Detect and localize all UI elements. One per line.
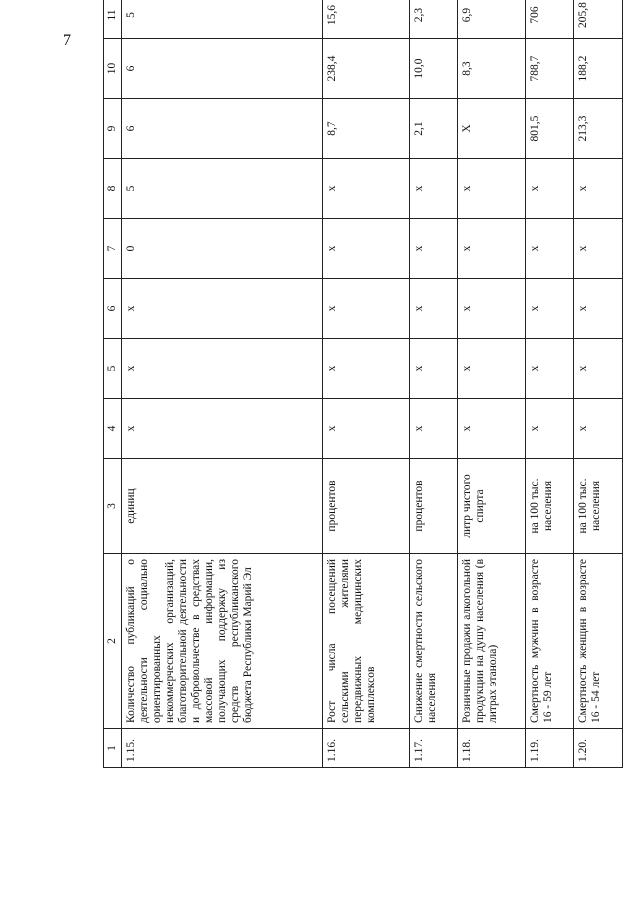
value-cell: 2,3 (409, 0, 457, 39)
indicator-name: Розничные продажи алкогольной продукции на душу населения (в литрах этанола) (458, 554, 526, 729)
value-cell: х (458, 399, 526, 459)
indicator-name: Смертность мужчин в возрасте 16 - 59 лет (526, 554, 574, 729)
row-number: 1.15. (122, 729, 323, 768)
row-number: 1.16. (323, 729, 410, 768)
value-cell: х (526, 279, 574, 339)
column-header: 5 (104, 339, 122, 399)
page-number: 7 (63, 32, 71, 49)
row-number: 1.19. (526, 729, 574, 768)
value-cell: х (526, 219, 574, 279)
header-row (104, 0, 122, 768)
column-header: 10 (104, 39, 122, 99)
value-cell: 706 (526, 0, 574, 39)
column-header: 11 (104, 0, 122, 39)
value-cell: 6 (122, 99, 323, 159)
indicator-name: Количество публикаций о деятельности социально ориентированных некоммерческих организаций, благотворительной деятельности и добровольчестве в средствах массовой информации, получающих поддержку из средств республиканского бюджета Республики Марий Эл (122, 554, 323, 729)
column-header: 1 (104, 729, 122, 768)
value-cell: 2,1 (409, 99, 457, 159)
value-cell: 8,3 (458, 39, 526, 99)
value-cell: х (574, 339, 623, 399)
value-cell: Х (458, 99, 526, 159)
value-cell: х (122, 399, 323, 459)
value-cell: х (409, 159, 457, 219)
value-cell: х (409, 399, 457, 459)
column-header: 3 (104, 459, 122, 554)
value-cell: х (409, 279, 457, 339)
value-cell: 10,0 (409, 39, 457, 99)
value-cell: х (323, 279, 410, 339)
table-row (122, 0, 323, 768)
table-row (323, 0, 410, 768)
value-cell: х (122, 339, 323, 399)
value-cell: 8,7 (323, 99, 410, 159)
value-cell: х (409, 339, 457, 399)
unit-cell: на 100 тыс. населения (574, 459, 623, 554)
value-cell: х (574, 279, 623, 339)
value-cell: 6 (122, 39, 323, 99)
value-cell: х (574, 219, 623, 279)
value-cell: 801,5 (526, 99, 574, 159)
column-header: 4 (104, 399, 122, 459)
value-cell: х (458, 159, 526, 219)
row-number: 1.20. (574, 729, 623, 768)
value-cell: 205,8 (574, 0, 623, 39)
unit-cell: литр чистого спирта (458, 459, 526, 554)
indicator-name: Рост числа посещений сельскими жителями передвижных медицинских комплексов (323, 554, 410, 729)
value-cell: х (574, 399, 623, 459)
value-cell: х (526, 339, 574, 399)
value-cell: х (122, 279, 323, 339)
value-cell: х (458, 339, 526, 399)
value-cell: х (323, 219, 410, 279)
value-cell: 188,2 (574, 39, 623, 99)
value-cell: 5 (122, 0, 323, 39)
column-header: 6 (104, 279, 122, 339)
rotated-table-container (103, 2, 623, 768)
row-number: 1.17. (409, 729, 457, 768)
indicator-name: Снижение смертности сельского населения (409, 554, 457, 729)
unit-cell: процентов (409, 459, 457, 554)
table-row (574, 0, 623, 768)
value-cell: х (574, 159, 623, 219)
unit-cell: единиц (122, 459, 323, 554)
column-header: 2 (104, 554, 122, 729)
table-row (409, 0, 457, 768)
value-cell: х (409, 219, 457, 279)
value-cell: 788,7 (526, 39, 574, 99)
value-cell: х (526, 159, 574, 219)
value-cell: х (458, 219, 526, 279)
column-header: 9 (104, 99, 122, 159)
value-cell: 5 (122, 159, 323, 219)
value-cell: 238,4 (323, 39, 410, 99)
table-row (458, 0, 526, 768)
value-cell: 6,9 (458, 0, 526, 39)
value-cell: х (526, 399, 574, 459)
value-cell: 0 (122, 219, 323, 279)
row-number: 1.18. (458, 729, 526, 768)
unit-cell: на 100 тыс. населения (526, 459, 574, 554)
table-row (526, 0, 574, 768)
value-cell: х (323, 339, 410, 399)
column-header: 8 (104, 159, 122, 219)
value-cell: 15,6 (323, 0, 410, 39)
value-cell: 213,3 (574, 99, 623, 159)
value-cell: х (323, 159, 410, 219)
value-cell: х (323, 399, 410, 459)
unit-cell: процентов (323, 459, 410, 554)
value-cell: х (458, 279, 526, 339)
column-header: 7 (104, 219, 122, 279)
indicator-name: Смертность женщин в возрасте 16 - 54 лет (574, 554, 623, 729)
indicators-table (103, 0, 623, 768)
